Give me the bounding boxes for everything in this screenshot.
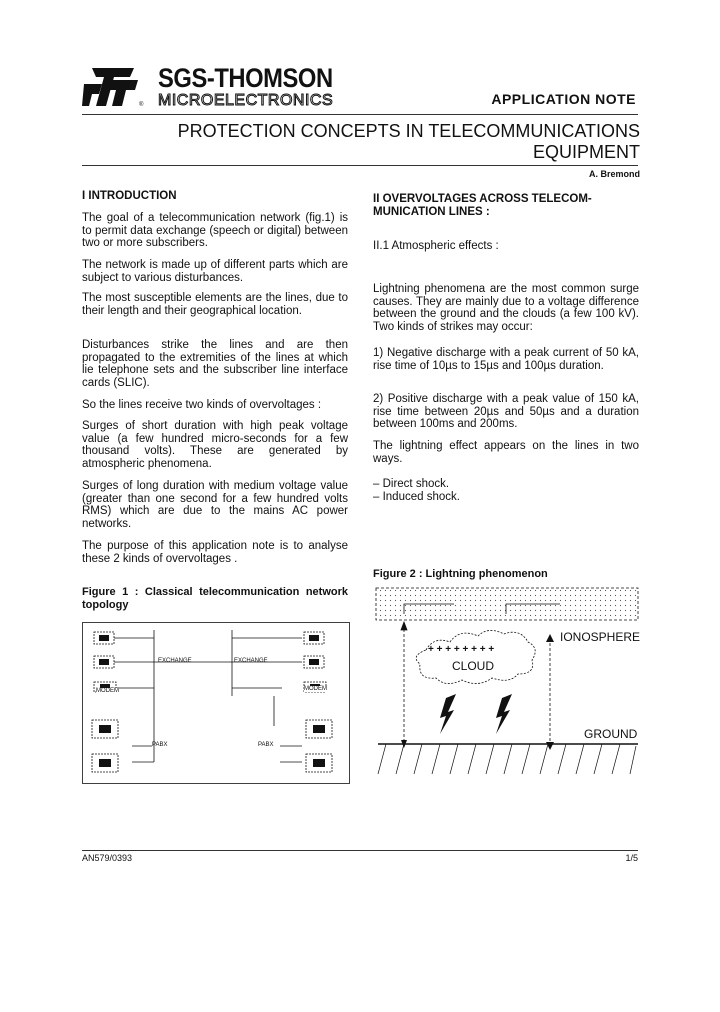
list-item: – Direct shock. [373,478,450,490]
paragraph: 2) Positive discharge with a peak value of 150 kA, rise time between 20µs and 50µs and a duration between 100ms and 200ms. [373,393,639,431]
cloud-label: CLOUD [452,659,495,673]
header-rule [82,114,638,115]
figure2-lightning [374,584,640,780]
doc-type: APPLICATION NOTE [491,91,636,107]
cloud-charges: + + + + + + + + [428,644,495,655]
figure1-network-topology [82,622,350,784]
division-name: MICROELECTRONICS [158,92,334,109]
figure1-caption: Figure 1 : Classical telecommunication network topology [82,586,348,611]
page-title-line2: EQUIPMENT [532,142,640,162]
section-heading-overvoltages: II OVERVOLTAGES ACROSS TELECOM-MUNICATION LINES : [373,193,592,218]
figure2-caption: Figure 2 : Lightning phenomenon [373,568,548,580]
paragraph: 1) Negative discharge with a peak current of 50 kA, rise time of 10µs to 15µs and 100µs duration. [373,347,639,372]
pabx-left-label: PABX [152,742,168,748]
paragraph: The network is made up of different parts which are subject to various disturbances. [82,259,348,284]
page-title-line1: PROTECTION CONCEPTS IN TELECOMMUNICATIONS [177,121,640,141]
paragraph: The purpose of this application note is to analyse these 2 kinds of overvoltages . [82,540,348,565]
ground-label: GROUND [584,727,638,741]
modem-left-label: MODEM [96,688,119,694]
st-logo [82,66,146,108]
paragraph: Surges of short duration with high peak voltage value (a few hundred micro-seconds for a few thousand volts). These are generated by atmospheric phenomena. [82,420,348,470]
ionosphere-label: IONOSPHERE [560,630,641,644]
author: A. Bremond [588,169,640,179]
subheading-atmospheric: II.1 Atmospheric effects : [373,240,499,252]
doc-number: AN579/0393 [82,853,133,863]
company-name: SGS-THOMSON [158,63,333,93]
title-rule [82,165,638,166]
paragraph: Disturbances strike the lines and are then propagated to the extremities of the lines at which lie telephone sets and the subscriber line interface cards (SLIC). [82,339,348,389]
page-number: 1/5 [625,853,638,863]
svg-text:®: ® [139,102,144,108]
exchange-right-label: EXCHANGE [234,658,268,664]
paragraph: The goal of a telecommunication network (fig.1) is to permit data exchange (speech or digital) between two or more subscribers. [82,212,348,250]
list-item: – Induced shock. [373,491,460,503]
exchange-left-label: EXCHANGE [158,658,192,664]
paragraph: Lightning phenomena are the most common surge causes. They are mainly due to a voltage difference between the ground and the clouds (a few 100 kV). Two kinds of strikes may occur: [373,283,639,333]
paragraph: So the lines receive two kinds of overvoltages : [82,399,322,411]
paragraph: The lightning effect appears on the lines in two ways. [373,440,639,465]
modem-right-label: MODEM [304,686,327,692]
paragraph: The most susceptible elements are the lines, due to their length and their geographical location. [82,292,348,317]
paragraph: Surges of long duration with medium voltage value (greater than one second for a few hundred volts RMS) which are due to the mains AC power networks. [82,480,348,530]
pabx-right-label: PABX [258,742,274,748]
section-heading-introduction: I INTRODUCTION [82,190,177,202]
footer-rule [82,850,638,851]
